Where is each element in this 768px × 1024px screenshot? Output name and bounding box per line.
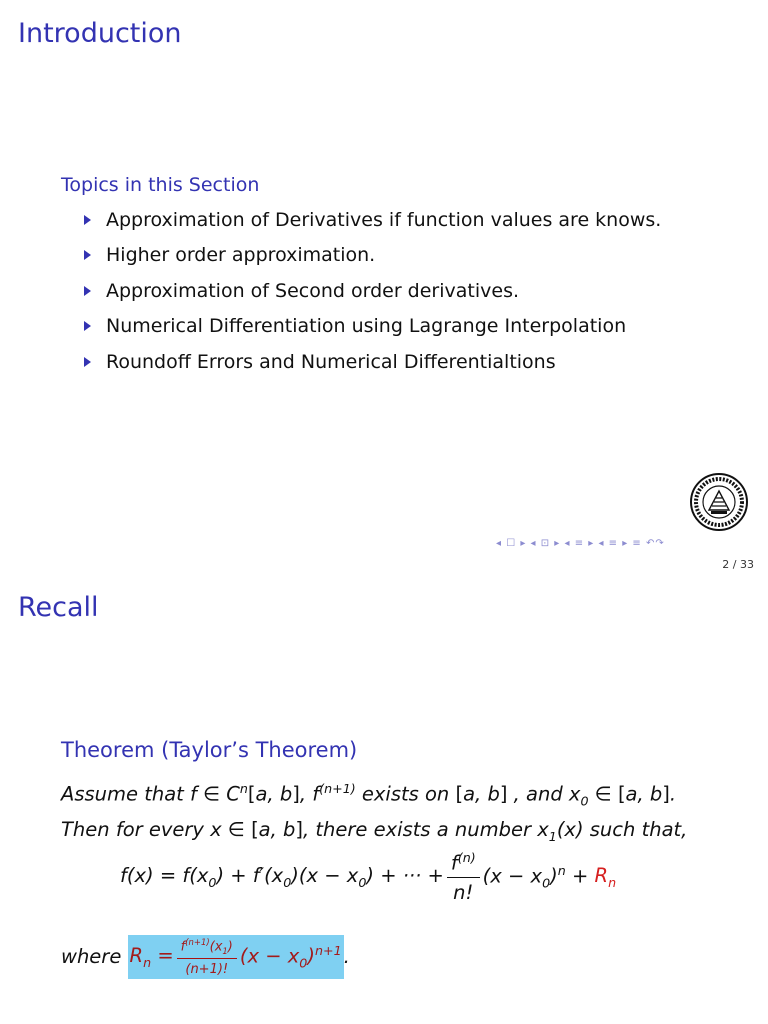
frame-title: Recall: [18, 592, 99, 623]
list-item: Approximation of Second order derivatives.: [82, 276, 661, 311]
page-number: 2 / 33: [722, 558, 754, 571]
beamer-navigation-bar[interactable]: ◂ ☐ ▸ ◂ ⊡ ▸ ◂ ≡ ▸ ◂ ≡ ▸ ≡ ↶↷: [496, 538, 665, 549]
theorem-statement: Assume that f ∈ $C^n[a$, b], $f^{(n+1)}$ exists on [a, b] , and $x_0$ ∈ [a, b]. Then for every x ∈ [a, b], there exists a number $x_1(x)$ such that,: [61, 781, 688, 845]
bullet-triangle-icon: [84, 215, 91, 225]
theorem-title: Theorem (Taylor’s Theorem): [61, 738, 358, 762]
list-item: Approximation of Derivatives if function values are knows.: [82, 205, 661, 240]
list-item: Higher order approximation.: [82, 240, 661, 275]
block-title: Topics in this Section: [61, 174, 260, 196]
taylor-equation: $f(x) = f(x_0) + f'(x_0)(x - x_0)$ + ··· + $\frac{f^{(n)}}{n!}$ $(x - x_0)^n$ + $R_n$: [120, 850, 617, 904]
bullet-triangle-icon: [84, 286, 91, 296]
bullet-triangle-icon: [84, 357, 91, 367]
bullet-triangle-icon: [84, 250, 91, 260]
institute-seal-logo-icon: [690, 473, 748, 531]
remainder-definition: where $R_n$ = $\frac{f^{(n+1)}(x_1)}{(n+1)!}$ $(x - x_0)^{n+1}$ .: [61, 937, 350, 977]
bullet-triangle-icon: [84, 321, 91, 331]
list-item: Numerical Differentiation using Lagrange Interpolation: [82, 311, 661, 346]
highlighted-remainder: $R_n$ = $\frac{f^{(n+1)}(x_1)}{(n+1)!}$ $(x - x_0)^{n+1}$: [129, 937, 342, 977]
frame-title: Introduction: [18, 18, 182, 49]
topics-list: [82, 205, 661, 382]
slide-recall: [0, 580, 768, 1024]
list-item: Roundoff Errors and Numerical Differentialtions: [82, 347, 661, 382]
